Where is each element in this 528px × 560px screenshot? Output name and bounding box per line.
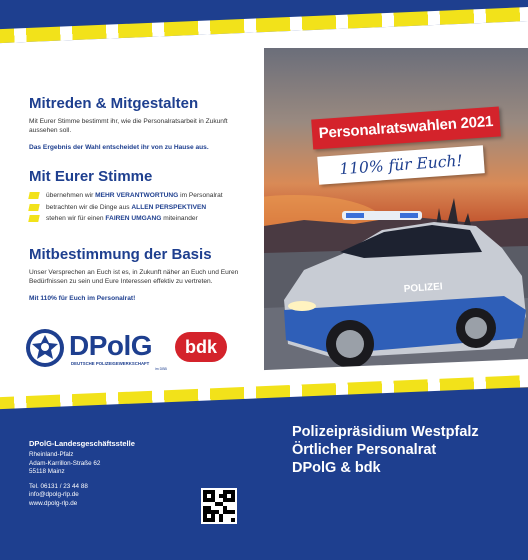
contact-line: Adam-Karrillon-Straße 62 [29, 459, 101, 467]
dpolg-logo-subtitle2: im DBB [155, 367, 167, 371]
contact-email[interactable]: info@dpolg-rlp.de [29, 491, 79, 499]
bullet-item: übernehmen wir MEHR VERANTWORTUNG im Personalrat [29, 190, 254, 202]
section-mitreden-title: Mitreden & Mitgestalten [29, 95, 199, 112]
contact-line: 55118 Mainz [29, 467, 65, 475]
section-stimme-title: Mit Eurer Stimme [29, 168, 153, 185]
contact-block [29, 440, 189, 508]
qr-code-icon[interactable] [201, 488, 237, 524]
logos [25, 326, 255, 376]
contact-phone: Tel. 06131 / 23 44 88 [29, 483, 88, 491]
section-stimme [29, 168, 254, 225]
bullet-item: stehen wir für einen FAIREN UMGANG miteinander [29, 213, 254, 225]
dpolg-logo-subtitle: DEUTSCHE POLIZEIGEWERKSCHAFT [71, 361, 150, 366]
bullet-item: betrachten wir die Dinge aus ALLEN PERSPEKTIVEN [29, 202, 254, 214]
organization-line-1: Polizeipräsidium Westpfalz [292, 424, 479, 440]
dpolg-logo-text: DPolG [69, 330, 153, 361]
svg-text:bdk: bdk [184, 337, 218, 357]
organization-line-3: DPolG & bdk [292, 460, 381, 476]
slogan-banner-text: 110% für Euch! [338, 151, 464, 179]
dpolg-emblem-icon [25, 328, 65, 368]
organization-block [292, 423, 522, 477]
police-car-photo [264, 48, 528, 388]
bullet-list [29, 190, 254, 225]
contact-website[interactable]: www.dpolg-rlp.de [29, 499, 78, 507]
section-mitreden [29, 95, 249, 152]
section-mitreden-text: Mit Eurer Stimme bestimmt ihr, wie die Personalratsarbeit in Zukunft aussehen soll. [29, 118, 228, 134]
section-basis [29, 246, 254, 303]
section-mitreden-highlight: Das Ergebnis der Wahl entscheidet ihr von zu Hause aus. [29, 144, 209, 151]
car-label: POLIZEI [403, 281, 444, 295]
contact-line: Rheinland-Pfalz [29, 451, 74, 459]
section-basis-text: Unser Versprechen an Euch ist es, in Zukunft näher an Euch und Euren Bedürfnissen zu sein und Eure Interessen effektiv zu vertreten. [29, 269, 239, 285]
contact-heading: DPolG-Landesgeschäftsstelle [29, 439, 135, 448]
section-basis-highlight: Mit 110% für Euch im Personalrat! [29, 295, 136, 302]
section-basis-title: Mitbestimmung der Basis [29, 246, 212, 263]
bdk-logo-icon [175, 332, 227, 362]
organization-line-2: Örtlicher Personalrat [292, 442, 437, 458]
election-banner-text: Personalratswahlen 2021 [318, 112, 494, 143]
